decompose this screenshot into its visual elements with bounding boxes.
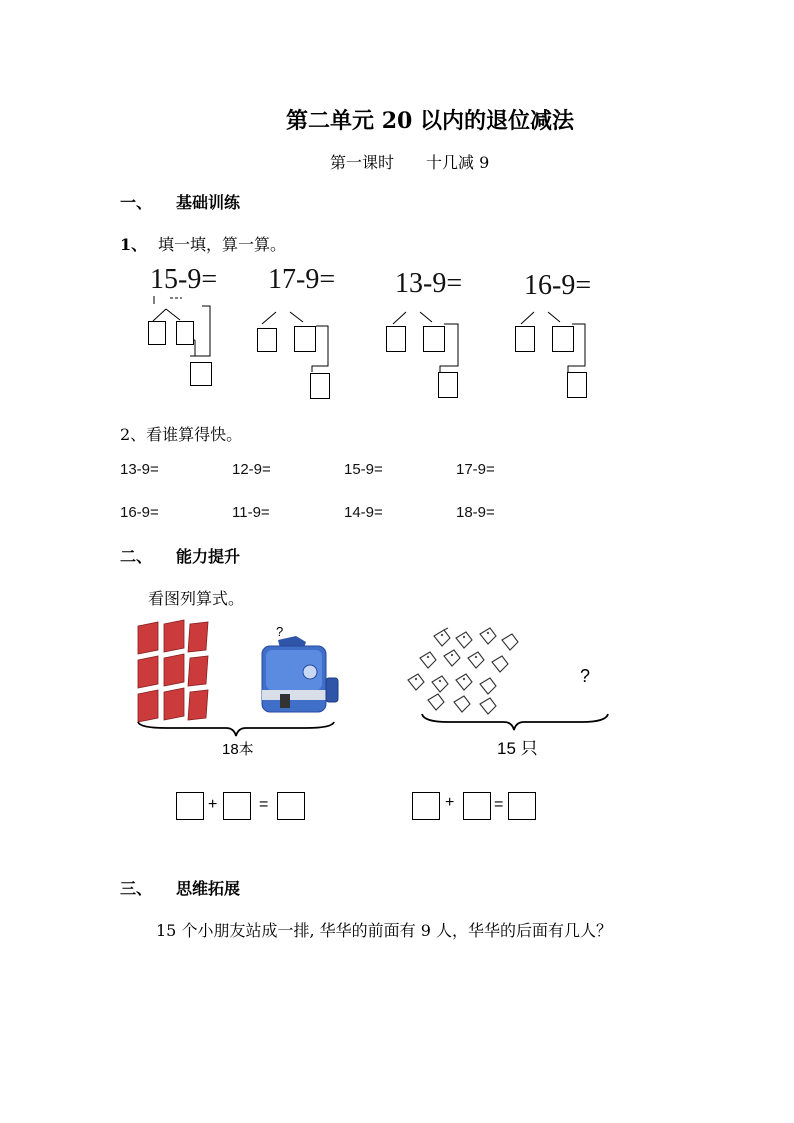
section-1-heading: 一、 基础训练 [120, 193, 241, 212]
lesson-topic: 十几减 9 [426, 153, 490, 172]
right-brace [420, 712, 612, 734]
split-expr-1: 15-9= [150, 264, 218, 295]
answer-box[interactable] [412, 792, 440, 820]
split-expr-4: 16-9= [524, 270, 592, 301]
quick-expr: 14-9= [344, 504, 383, 521]
word-problem: 15 个小朋友站成一排, 华华的前面有 9 人，华华的后面有几人？ [156, 921, 612, 940]
left-total-label: 18本 [222, 741, 254, 758]
question-1: 1、 填一填，算一算。 [120, 235, 287, 254]
quick-expr: 16-9= [120, 504, 159, 521]
answer-box[interactable] [176, 792, 204, 820]
question-2: 2、看谁算得快。 [120, 425, 243, 444]
plus-sign: + [208, 796, 218, 813]
answer-box[interactable] [463, 792, 491, 820]
section-3-heading: 三、 思维拓展 [120, 879, 241, 898]
page-title: 第二单元 20 以内的退位减法 [286, 108, 574, 134]
split-expr-3: 13-9= [395, 268, 463, 299]
answer-box[interactable] [277, 792, 305, 820]
split-box-4b[interactable] [552, 326, 574, 352]
quick-expr: 15-9= [344, 461, 383, 478]
picture-prompt: 看图列算式。 [148, 589, 245, 608]
birds-picture [404, 628, 524, 718]
quick-expr: 17-9= [456, 461, 495, 478]
equals-sign: = [259, 796, 269, 813]
left-brace [136, 720, 336, 740]
backpack-question-mark: ? [276, 624, 284, 639]
section-2-heading: 二、 能力提升 [120, 547, 241, 566]
right-total-label: 15 只 [497, 739, 538, 758]
answer-box[interactable] [223, 792, 251, 820]
quick-expr: 12-9= [232, 461, 271, 478]
backpack-icon [256, 636, 342, 718]
books-picture [136, 620, 216, 724]
quick-expr: 18-9= [456, 504, 495, 521]
split-box-4a[interactable] [515, 326, 535, 352]
lesson-number: 第一课时 [330, 153, 395, 172]
quick-expr: 11-9= [232, 504, 270, 521]
birds-question-mark: ? [580, 666, 591, 686]
split-expr-2: 17-9= [268, 264, 336, 295]
quick-expr: 13-9= [120, 461, 159, 478]
plus-sign: + [445, 794, 455, 811]
answer-box[interactable] [508, 792, 536, 820]
split-box-4c[interactable] [567, 372, 587, 398]
equals-sign: = [494, 796, 504, 813]
